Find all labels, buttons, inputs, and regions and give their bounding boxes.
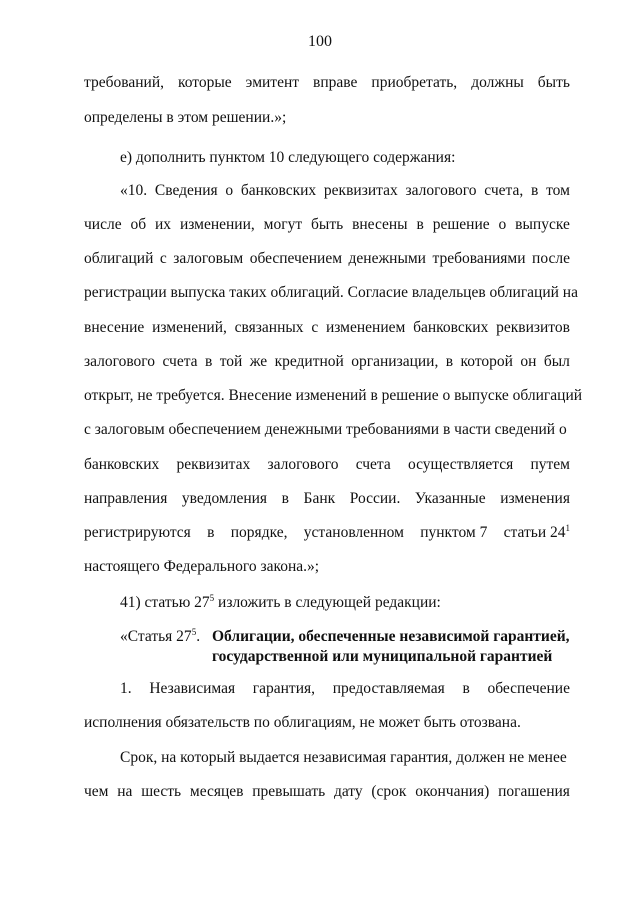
word: в [462,680,470,697]
word: об [130,216,147,233]
word: быть [537,74,570,91]
text-line-19 [120,748,570,768]
word: кредитной [274,353,344,370]
word: эмитент [245,74,300,91]
word: которые [178,74,232,91]
word: изменении, [179,216,255,233]
word: в [204,353,213,370]
word: внесены [352,216,408,233]
text-line-13 [84,489,570,509]
word: изменений, [152,319,227,336]
word: залогового [84,353,156,370]
word: реквизитах [323,182,398,199]
word: обеспечение [487,680,570,697]
word: Сведения [154,182,218,199]
word: требований, [84,74,164,91]
word: обеспечением [249,250,343,267]
word: был [543,353,570,370]
word: в [207,524,215,541]
article-title-line-2: государственной или муниципальной гарантией [212,648,553,665]
word: связанных [234,319,304,336]
word: уведомления [181,490,268,507]
word: могут [263,216,303,233]
text-line-8 [84,318,570,338]
word: счета [162,353,198,370]
word: организации, [351,353,439,370]
word: определены в этом решении.»; [84,109,287,126]
word: изменением [325,319,406,336]
word: окончания) [415,783,490,800]
word: регистрации выпуска таких облигаций. Согласие владельцев облигаций на [84,284,578,301]
word: которой [460,353,513,370]
word: залогового [405,182,477,199]
article-heading-number: «Статья $27^5$. [120,627,201,645]
text-line-11 [84,420,570,440]
text-line-3 [120,148,570,168]
word: требованиями [432,250,526,267]
text-line-4 [120,181,570,201]
article-title-line-1: Облигации, обеспеченные независимой гарантией, [212,628,570,645]
word: с [159,250,167,267]
word: Банк [303,490,336,507]
word: о [225,182,234,199]
word: регистрируются [84,524,191,541]
word: вправе [313,74,358,91]
word: с [311,319,319,336]
text-line-20 [84,782,570,802]
word: их [155,216,172,233]
line-tail: изложить в следующей редакции: [214,594,441,611]
word: открыт, не требуется. Внесение изменений в решение о выпуске облигаций [84,387,583,404]
text-line-9 [84,352,570,372]
word: денежными [348,250,426,267]
word: превышать [252,783,326,800]
text-line-17 [120,679,570,699]
word: приобретать, [371,74,458,91]
word: Указанные [414,490,486,507]
page-number: 100 [308,33,332,50]
text-line-7 [84,283,578,303]
word: на [117,783,133,800]
word: России. [349,490,401,507]
word: решение [432,216,490,233]
word: 1. [120,680,132,697]
word: месяцев [189,783,244,800]
word: настоящего Федерального закона.»; [84,558,320,575]
word: установленном [303,524,404,541]
superscript: 5 [209,593,215,603]
word: статьи 24 [503,524,566,541]
text-line-16 [120,593,570,613]
word: реквизитах [176,456,251,473]
word: с залоговым обеспечением денежными требованиями в части сведений о [84,421,567,438]
word: 41) статью 27 [120,594,210,611]
word: погашения [498,783,570,800]
word: гарантия, [252,680,316,697]
word: банковских [413,319,489,336]
word: облигаций [84,250,154,267]
word: счета, [484,182,524,199]
word: дату [333,783,363,800]
word: выпуске [515,216,570,233]
word: той [219,353,243,370]
word: (срок [371,783,407,800]
word: том [546,182,570,199]
word: после [532,250,570,267]
word: должны [471,74,524,91]
word: залоговым [173,250,244,267]
text-line-12 [84,455,570,475]
word: быть [311,216,344,233]
word: банковских [84,456,160,473]
word: осуществляется [407,456,514,473]
word: изменения [500,490,570,507]
word: залогового [267,456,339,473]
word: путем [530,456,570,473]
text-line-15 [84,557,570,577]
word: исполнения обязательств по облигациям, не может быть отозвана. [84,714,521,731]
text-line-5 [84,215,570,235]
word: он [520,353,537,370]
superscript: 1 [565,523,570,533]
text-line-14 [84,523,570,543]
word: внесение [84,319,145,336]
word: шесть [141,783,182,800]
word: банковских [240,182,317,199]
word: же [249,353,268,370]
word: счета [355,456,391,473]
word: «10. [120,182,148,199]
word: Независимая [149,680,236,697]
word: в [281,490,289,507]
text-line-18 [84,713,570,733]
article-ref [504,523,570,543]
word: в [416,216,424,233]
text-line-10 [84,386,583,406]
word: числе [84,216,122,233]
text-line-2 [84,108,570,128]
word: в [531,182,539,199]
word: о [498,216,507,233]
word: порядке, [230,524,288,541]
word: е) дополнить пунктом 10 следующего содержания: [120,149,456,166]
word: предоставляемая [332,680,445,697]
word: Срок, на который выдается независимая гарантия, должен не менее [120,749,567,766]
text-line-1 [84,73,570,93]
word: чем [84,783,109,800]
word: пунктом 7 [420,524,488,541]
word: реквизитов [496,319,570,336]
text-line-6 [84,249,570,269]
word: направления [84,490,168,507]
word: в [445,353,454,370]
